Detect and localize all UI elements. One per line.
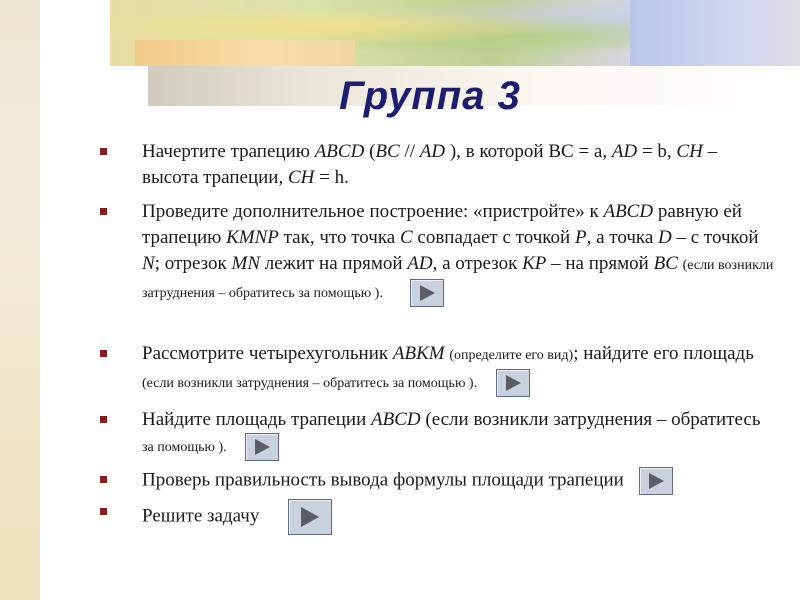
item4-text [142, 409, 761, 456]
help-note: за помощью ). [142, 440, 227, 456]
term: MN [231, 253, 261, 274]
text: , а отрезок [432, 253, 523, 274]
term: AD [611, 141, 638, 162]
text: равную ей трапецию [142, 201, 742, 248]
term: ABCD [371, 409, 421, 430]
text: – высота трапеции, [142, 141, 718, 188]
text: – на прямой [546, 253, 654, 274]
term: ABCD [603, 201, 654, 222]
banner-right-panel [630, 0, 800, 66]
term: P [574, 227, 587, 248]
bullet-item-4 [94, 407, 774, 459]
text: ; отрезок [154, 253, 232, 274]
help-button-3[interactable] [245, 433, 279, 461]
bullet-square-icon [100, 350, 107, 357]
bullet-square-icon [100, 208, 107, 215]
text: ; найдите его площадь [573, 343, 754, 364]
term: ABCD [314, 141, 365, 162]
term: AD [407, 253, 433, 274]
text: = a, [573, 141, 612, 162]
help-note: обратитесь [671, 409, 761, 430]
help-note: (если возникли затруднения – [425, 409, 667, 430]
term: N [142, 253, 155, 274]
bullet-list [94, 139, 774, 535]
term: CH [287, 167, 315, 188]
text: Проведите дополнительное построение: «пристройте» к [142, 201, 604, 222]
play-triangle-icon [420, 285, 435, 301]
term: BC [653, 253, 678, 274]
banner-accent-strip [135, 40, 355, 66]
text: = b, [637, 141, 677, 162]
text: – с точкой [671, 227, 759, 248]
text: ( [364, 141, 376, 162]
term: BC [548, 141, 574, 162]
text: совпадает с точкой [412, 227, 575, 248]
text: так, что точка [278, 227, 400, 248]
term: C [399, 227, 413, 248]
bullet-square-icon [100, 148, 107, 155]
text: Рассмотрите четырехугольник [142, 343, 393, 364]
text: = h. [314, 167, 349, 188]
term: BC [375, 141, 400, 162]
term: D [658, 227, 672, 248]
text: // [399, 141, 420, 162]
bullet-item-2 [94, 199, 774, 337]
bullet-item-6 [94, 499, 774, 535]
play-triangle-icon [649, 473, 664, 489]
help-button-1[interactable] [410, 279, 444, 307]
text: , а точка [586, 227, 659, 248]
term: CH [676, 141, 703, 162]
term: ABKM [392, 343, 445, 364]
bullet-item-5 [94, 467, 774, 499]
text: ), в которой [445, 141, 549, 162]
help-button-2[interactable] [496, 369, 530, 397]
term: KMNP [226, 227, 279, 248]
item5-text: Проверь правильность вывода формулы площади трапеции [142, 469, 624, 491]
item1-text [142, 141, 717, 188]
bullet-item-1 [94, 139, 774, 191]
check-formula-button[interactable] [639, 467, 673, 495]
bullet-square-icon [100, 508, 107, 515]
text: лежит на прямой [260, 253, 408, 274]
bullet-item-3 [94, 341, 774, 399]
help-note: (если возникли затруднения – обратитесь за помощью ). [142, 258, 774, 302]
text: Начертите трапецию [142, 141, 315, 162]
play-triangle-icon [301, 507, 319, 527]
text: Найдите площадь трапеции [142, 409, 372, 430]
item6-text: Решите задачу [142, 505, 260, 527]
slide-title: Группа 3 [339, 74, 521, 118]
solve-task-button[interactable] [288, 499, 332, 535]
help-note: (если возникли затруднения – обратитесь за помощью ). [142, 376, 478, 392]
header-banner-image [110, 0, 800, 66]
play-triangle-icon [506, 375, 521, 391]
bullet-square-icon [100, 416, 107, 423]
term: AD [419, 141, 446, 162]
hint-note: (определите его вид) [449, 348, 574, 363]
term: KP [522, 253, 547, 274]
item2-text [142, 201, 773, 302]
item3-text [142, 343, 754, 392]
play-triangle-icon [255, 439, 270, 455]
bullet-square-icon [100, 476, 107, 483]
